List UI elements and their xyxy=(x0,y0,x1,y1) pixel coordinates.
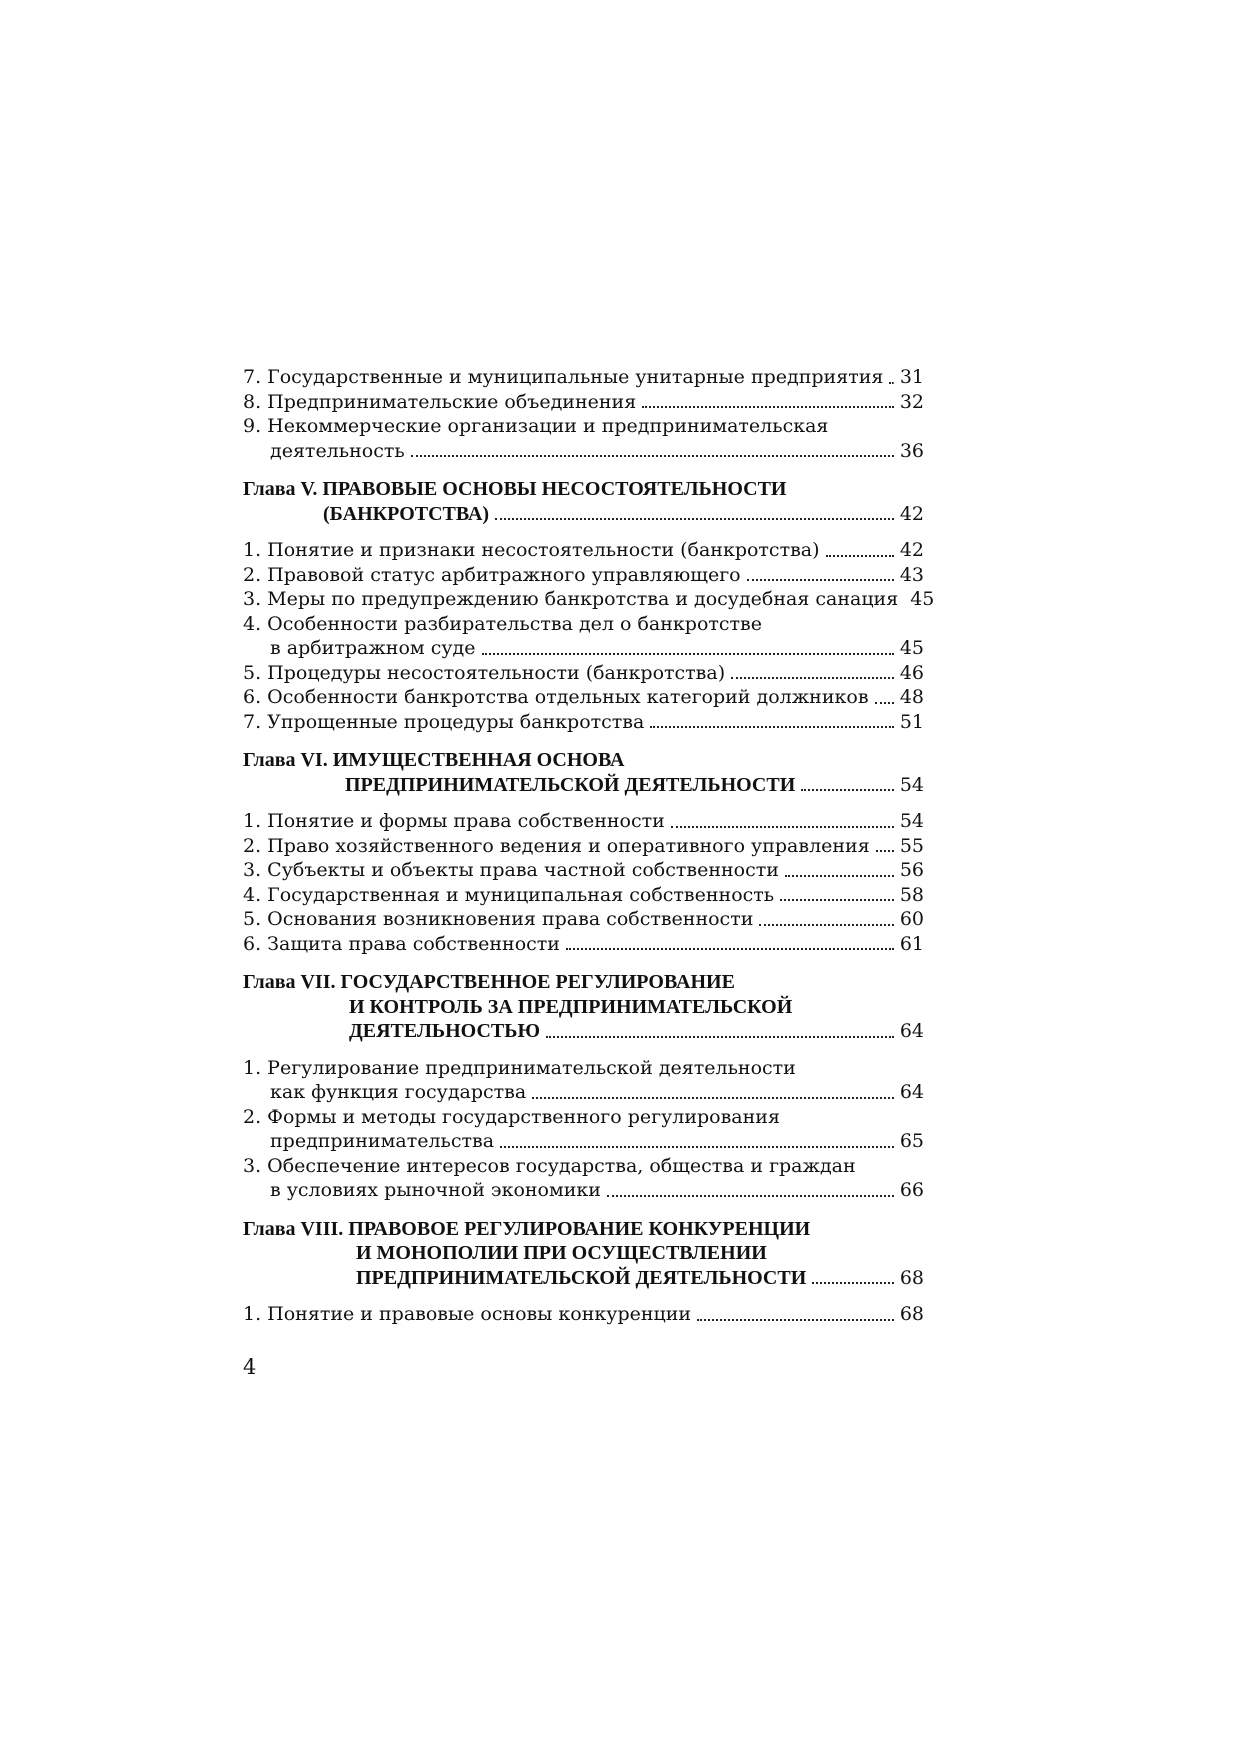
toc-page-number: 64 xyxy=(899,1081,924,1103)
toc-section-items xyxy=(243,809,924,956)
chapter-label: Глава V. xyxy=(243,478,318,500)
dot-leader xyxy=(759,923,893,926)
dot-leader xyxy=(411,454,894,457)
toc-entry-title-line: 2. Формы и методы государственного регулирования xyxy=(243,1105,780,1128)
toc-page-number: 45 xyxy=(910,588,935,610)
chapter-title: ПРЕДПРИНИМАТЕЛЬСКОЙ ДЕЯТЕЛЬНОСТИ xyxy=(356,1266,807,1289)
chapter-title-line xyxy=(243,502,924,527)
toc-entry-title: 1. Понятие и признаки несостоятельности (банкротства) xyxy=(243,539,820,561)
toc-page-number: 36 xyxy=(899,439,924,462)
toc-entry-line xyxy=(243,538,924,563)
toc-section-items xyxy=(243,1056,924,1203)
toc-entry-title: 1. Понятие и формы права собственности xyxy=(243,810,665,832)
dot-leader xyxy=(650,725,893,728)
toc-page-number: 42 xyxy=(899,502,924,525)
toc-page-number: 54 xyxy=(899,773,924,796)
toc-entry-title: как функция государства xyxy=(270,1081,527,1103)
toc-entry-title: 2. Право хозяйственного ведения и оперативного управления xyxy=(243,834,870,857)
toc-entry-line xyxy=(243,439,924,464)
toc-page-number: 64 xyxy=(899,1020,924,1042)
toc-entry-line xyxy=(243,1129,924,1154)
toc-page-number: 43 xyxy=(899,563,924,586)
toc-entry[interactable] xyxy=(243,538,924,563)
toc-entry-line xyxy=(243,883,924,908)
chapter-title-line xyxy=(243,748,924,773)
dot-leader xyxy=(482,652,894,655)
dot-leader xyxy=(875,701,894,704)
chapter-title-line: И МОНОПОЛИИ ПРИ ОСУЩЕСТВЛЕНИИ xyxy=(356,1242,767,1264)
toc-page-number: 68 xyxy=(899,1266,924,1289)
toc-page-number: 48 xyxy=(899,686,924,708)
toc-entry-line xyxy=(243,365,924,390)
dot-leader xyxy=(812,1281,894,1284)
toc-entry-line xyxy=(243,809,924,834)
toc-entry[interactable] xyxy=(243,883,924,908)
toc-section-items xyxy=(243,538,935,734)
dot-leader xyxy=(546,1035,894,1038)
dot-leader xyxy=(747,578,894,581)
toc-entry-title: 3. Субъекты и объекты права частной собственности xyxy=(243,859,779,881)
toc-entry[interactable] xyxy=(243,710,924,735)
toc-entry-line xyxy=(243,1178,924,1203)
toc-page-number: 65 xyxy=(899,1130,924,1152)
toc-section-items xyxy=(243,365,924,463)
chapter-title-line xyxy=(243,1266,924,1291)
toc-entry-title: 5. Основания возникновения права собственности xyxy=(243,908,754,930)
dot-leader xyxy=(731,676,894,679)
toc-entry-line xyxy=(243,710,924,735)
toc-entry[interactable] xyxy=(243,1302,924,1327)
chapter-title: (БАНКРОТСТВА) xyxy=(323,502,490,525)
dot-leader xyxy=(607,1194,894,1197)
toc-entry-title: 6. Защита права собственности xyxy=(243,932,560,955)
toc-entry-title: предпринимательства xyxy=(270,1130,495,1152)
chapter-title-line: И КОНТРОЛЬ ЗА ПРЕДПРИНИМАТЕЛЬСКОЙ xyxy=(349,995,793,1018)
dot-leader xyxy=(785,874,894,877)
dot-leader xyxy=(780,898,894,901)
dot-leader xyxy=(826,554,894,557)
toc-entry[interactable] xyxy=(243,390,924,415)
toc-entry-title: 7. Упрощенные процедуры банкротства xyxy=(243,710,645,733)
toc-entry[interactable] xyxy=(243,414,924,463)
chapter-title: ПРАВОВЫЕ ОСНОВЫ НЕСОСТОЯТЕЛЬНОСТИ xyxy=(322,478,787,500)
dot-leader xyxy=(566,947,894,950)
chapter-title: ПРАВОВОЕ РЕГУЛИРОВАНИЕ КОНКУРЕНЦИИ xyxy=(348,1217,811,1240)
toc-page-number: 61 xyxy=(899,932,924,955)
toc-entry[interactable] xyxy=(243,685,924,710)
toc-entry-title: деятельность xyxy=(270,439,405,462)
toc-entry-line xyxy=(243,1080,924,1105)
toc-entry[interactable] xyxy=(243,365,924,390)
toc-entry[interactable] xyxy=(243,563,924,588)
toc-entry-line xyxy=(243,858,924,883)
toc-entry[interactable] xyxy=(243,932,924,957)
chapter-title-line xyxy=(243,773,924,798)
toc-entry-line xyxy=(243,587,935,612)
toc-entry[interactable] xyxy=(243,809,924,834)
toc-entry[interactable] xyxy=(243,661,924,686)
toc-entry[interactable] xyxy=(243,1056,924,1105)
dot-leader xyxy=(642,405,894,408)
dot-leader xyxy=(532,1096,894,1099)
chapter-title: ГОСУДАРСТВЕННОЕ РЕГУЛИРОВАНИЕ xyxy=(340,971,735,993)
toc-entry[interactable] xyxy=(243,907,924,932)
toc-entry[interactable] xyxy=(243,587,935,612)
chapter-title-line xyxy=(243,1019,924,1044)
toc-entry-line xyxy=(243,636,924,661)
toc-entry[interactable] xyxy=(243,834,924,859)
toc-page-number: 60 xyxy=(899,908,924,930)
toc-entry-title: 5. Процедуры несостоятельности (банкротства) xyxy=(243,661,726,684)
chapter-label: Глава VI. xyxy=(243,749,328,771)
toc-entry-line xyxy=(243,563,924,588)
chapter-title-line xyxy=(243,1217,924,1242)
toc-page-number: 45 xyxy=(899,637,924,659)
toc-page-number: 66 xyxy=(899,1179,924,1201)
toc-entry-title-line: 1. Регулирование предпринимательской деятельности xyxy=(243,1056,796,1079)
toc-entry-line xyxy=(243,1302,924,1327)
toc-entry-line xyxy=(243,661,924,686)
chapter-title-line xyxy=(243,477,924,502)
toc-page-number: 56 xyxy=(899,859,924,881)
chapter-title: ИМУЩЕСТВЕННАЯ ОСНОВА xyxy=(332,749,625,771)
toc-page-number: 32 xyxy=(899,390,924,413)
toc-entry-title: в арбитражном суде xyxy=(270,637,476,659)
toc-entry-line xyxy=(243,390,924,415)
chapter-heading[interactable] xyxy=(243,970,924,1044)
toc-page-number: 51 xyxy=(899,710,924,733)
toc-section-items xyxy=(243,1302,924,1327)
table-of-contents xyxy=(243,365,935,1327)
toc-page-number: 55 xyxy=(899,834,924,857)
chapter-title: ПРЕДПРИНИМАТЕЛЬСКОЙ ДЕЯТЕЛЬНОСТИ xyxy=(345,773,796,796)
dot-leader xyxy=(697,1318,894,1321)
toc-entry-title: 6. Особенности банкротства отдельных категорий должников xyxy=(243,686,869,708)
toc-entry[interactable] xyxy=(243,612,924,661)
toc-entry-line xyxy=(243,932,924,957)
toc-entry-line xyxy=(243,907,924,932)
toc-entry-title-line: 4. Особенности разбирательства дел о банкротстве xyxy=(243,612,763,635)
chapter-label: Глава VII. xyxy=(243,971,336,993)
toc-entry[interactable] xyxy=(243,1105,924,1154)
dot-leader xyxy=(671,825,894,828)
toc-entry-title: 2. Правовой статус арбитражного управляющего xyxy=(243,563,741,586)
dot-leader xyxy=(500,1145,894,1148)
chapter-heading[interactable] xyxy=(243,477,924,526)
toc-page-number: 54 xyxy=(899,810,924,832)
toc-page-number: 42 xyxy=(899,539,924,561)
toc-entry-title: 7. Государственные и муниципальные унитарные предприятия xyxy=(243,366,884,388)
dot-leader xyxy=(889,381,893,384)
toc-page-number: 68 xyxy=(899,1303,924,1325)
dot-leader xyxy=(801,788,894,791)
toc-entry-title: 3. Меры по предупреждению банкротства и досудебная санация xyxy=(243,588,899,610)
toc-entry-title-line: 9. Некоммерческие организации и предпринимательская xyxy=(243,415,829,437)
toc-page-number: 46 xyxy=(899,661,924,684)
chapter-title-line xyxy=(243,970,924,995)
toc-entry-line xyxy=(243,685,924,710)
dot-leader xyxy=(495,517,894,520)
chapter-label: Глава VIII. xyxy=(243,1217,344,1240)
toc-page-number: 58 xyxy=(899,883,924,906)
toc-entry[interactable] xyxy=(243,1154,924,1203)
toc-entry-title-line: 3. Обеспечение интересов государства, общества и граждан xyxy=(243,1154,856,1177)
toc-entry-title: в условиях рыночной экономики xyxy=(270,1179,601,1201)
toc-page-number: 31 xyxy=(899,366,924,388)
dot-leader xyxy=(876,849,894,852)
toc-entry[interactable] xyxy=(243,858,924,883)
chapter-heading[interactable] xyxy=(243,1217,924,1291)
toc-entry-line xyxy=(243,834,924,859)
toc-entry-title: 8. Предпринимательские объединения xyxy=(243,390,637,413)
page-number: 4 xyxy=(243,1355,257,1379)
chapter-title: ДЕЯТЕЛЬНОСТЬЮ xyxy=(349,1020,540,1042)
chapter-heading[interactable] xyxy=(243,748,924,797)
toc-entry-title: 4. Государственная и муниципальная собственность xyxy=(243,883,775,906)
toc-entry-title: 1. Понятие и правовые основы конкуренции xyxy=(243,1303,692,1325)
